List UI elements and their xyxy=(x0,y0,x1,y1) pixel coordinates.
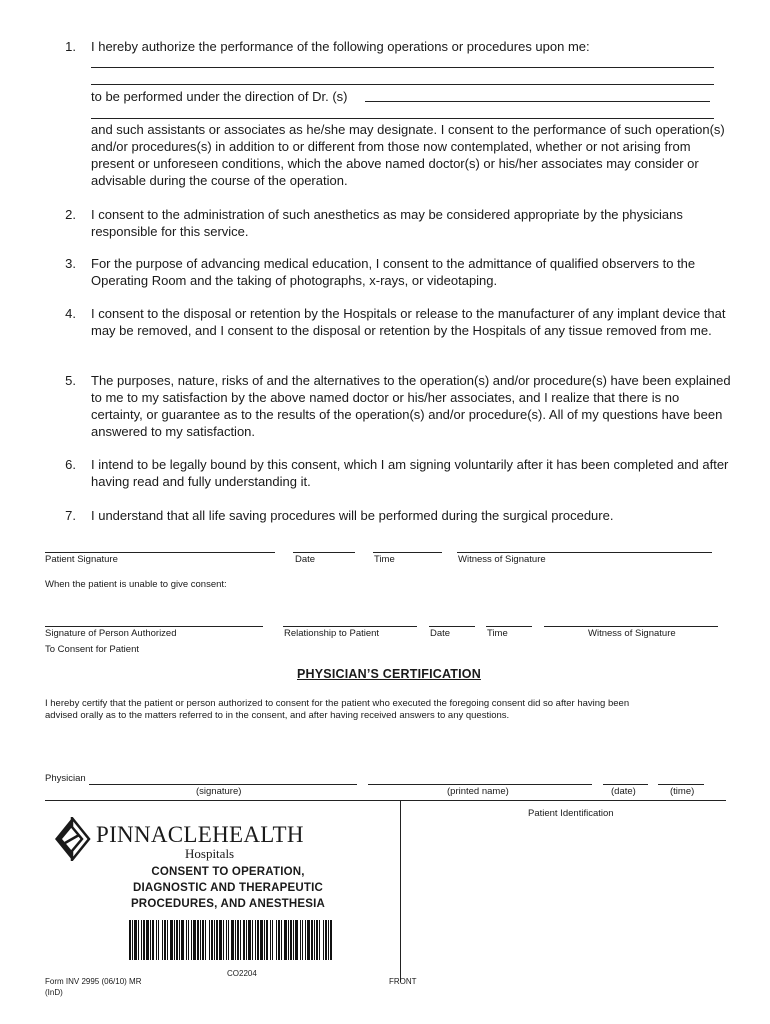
barcode-bar xyxy=(150,920,151,960)
barcode-bar xyxy=(181,920,184,960)
relationship-field[interactable] xyxy=(283,626,417,627)
barcode-bar xyxy=(278,920,280,960)
barcode-bar xyxy=(141,920,142,960)
barcode-bar xyxy=(235,920,236,960)
physician-certification-text: I hereby certify that the patient or person authorized to consent for the patient who executed the foregoing consent did so after having been advised orally as to the matters referred to in the consent, and after having received answers to any questions. xyxy=(45,698,630,721)
authorized-date-field[interactable] xyxy=(429,626,475,627)
footer-top-rule xyxy=(45,800,726,801)
item-text: I understand that all life saving procedures will be performed during the surgical procedure. xyxy=(91,508,614,523)
barcode-bar xyxy=(186,920,187,960)
barcode-bar xyxy=(307,920,310,960)
item-number: 5. xyxy=(65,373,76,388)
barcode-bar xyxy=(284,920,287,960)
item-text: For the purpose of advancing medical education, I consent to the admittance of qualified observers to the Operating Room and the taking of photographs, x-rays, or videotaping. xyxy=(91,256,696,288)
barcode-bar xyxy=(202,920,204,960)
barcode-bar xyxy=(290,920,292,960)
barcode-bar xyxy=(228,920,229,960)
barcode-bar xyxy=(260,920,263,960)
barcode-bar xyxy=(200,920,201,960)
physician-date-field[interactable] xyxy=(603,784,648,785)
barcode-bar xyxy=(205,920,206,960)
barcode-bar xyxy=(319,920,320,960)
item-number: 2. xyxy=(65,207,76,222)
barcode-bar xyxy=(132,920,133,960)
barcode-bar xyxy=(246,920,247,960)
barcode-bar xyxy=(143,920,145,960)
barcode-bar xyxy=(305,920,306,960)
physician-certification-heading: PHYSICIAN’S CERTIFICATION xyxy=(297,667,481,681)
procedure-line-3[interactable] xyxy=(91,118,714,119)
barcode-bar xyxy=(226,920,227,960)
barcode xyxy=(129,920,335,960)
barcode-bar xyxy=(255,920,256,960)
footer-divider xyxy=(400,800,401,982)
item1-continuation: and such assistants or associates as he/she may designate. I consent to the performance of such operation(s) and/or procedures(s) in addition to or different from those now contemplated, whether or not arising from present or unforeseen conditions, which the above named doctor(s) or his/her associates may consider or advisable during the course of the operation. xyxy=(91,122,725,188)
barcode-bar xyxy=(223,920,224,960)
item-text: I intend to be legally bound by this consent, which I am signing voluntarily after it has been completed and after having read and fully understanding it. xyxy=(91,457,729,489)
form-title-line: DIAGNOSTIC AND THERAPEUTIC xyxy=(132,882,324,894)
barcode-bar xyxy=(179,920,180,960)
barcode-bar xyxy=(300,920,301,960)
barcode-bar xyxy=(264,920,265,960)
barcode-bar xyxy=(174,920,175,960)
physician-time-field[interactable] xyxy=(658,784,704,785)
authorized-signature-label: Signature of Person Authorized xyxy=(45,628,177,639)
barcode-bar xyxy=(266,920,268,960)
barcode-bar xyxy=(146,920,149,960)
front-label: FRONT xyxy=(389,977,417,986)
item-number: 6. xyxy=(65,457,76,472)
barcode-bar xyxy=(270,920,271,960)
physician-signature-field[interactable] xyxy=(89,784,357,785)
witness-label: Witness of Signature xyxy=(458,554,546,565)
barcode-bar xyxy=(243,920,245,960)
barcode-bar xyxy=(158,920,159,960)
date-caption: (date) xyxy=(611,786,636,797)
barcode-bar xyxy=(314,920,315,960)
barcode-bar xyxy=(167,920,168,960)
barcode-bar xyxy=(134,920,137,960)
item-number: 3. xyxy=(65,256,76,271)
doctor-name-field[interactable] xyxy=(365,101,710,102)
barcode-bar xyxy=(240,920,241,960)
item-text: The purposes, nature, risks of and the alternatives to the operation(s) and/or procedure(s) have been explained to me to my satisfaction by the above named doctor or his/her associates, and I realize that there is no certainty, or guarantee as to the results of the operation(s) and/or procedure(s). All of my questions have been answered to my satisfaction. xyxy=(91,373,731,439)
barcode-bar xyxy=(193,920,196,960)
barcode-bar xyxy=(152,920,154,960)
witness-signature-field[interactable] xyxy=(457,552,712,553)
patient-signature-field[interactable] xyxy=(45,552,275,553)
item-number: 1. xyxy=(65,39,76,54)
barcode-bar xyxy=(323,920,324,960)
time-caption: (time) xyxy=(670,786,695,797)
barcode-bar xyxy=(209,920,210,960)
physician-printed-name-field[interactable] xyxy=(368,784,592,785)
barcode-bar xyxy=(219,920,222,960)
item-number: 7. xyxy=(65,508,76,523)
form-title-line: CONSENT TO OPERATION, xyxy=(151,866,305,878)
barcode-bar xyxy=(211,920,213,960)
printed-name-caption: (printed name) xyxy=(447,786,509,797)
barcode-bar xyxy=(237,920,239,960)
authorized-time-field[interactable] xyxy=(486,626,532,627)
authorized-time-label: Time xyxy=(487,628,508,639)
barcode-bar xyxy=(138,920,139,960)
barcode-bar xyxy=(328,920,329,960)
barcode-bar xyxy=(216,920,218,960)
barcode-bar xyxy=(164,920,166,960)
barcode-bar xyxy=(316,920,318,960)
hospital-logo-sub: Hospitals xyxy=(185,846,235,861)
barcode-bar xyxy=(272,920,273,960)
barcode-bar xyxy=(325,920,327,960)
barcode-bar xyxy=(191,920,192,960)
barcode-bar xyxy=(170,920,173,960)
physician-label: Physician xyxy=(45,773,86,784)
barcode-bar xyxy=(276,920,277,960)
form-title xyxy=(118,864,338,912)
barcode-bar xyxy=(197,920,199,960)
barcode-bar xyxy=(252,920,253,960)
patient-identification-label: Patient Identification xyxy=(528,808,614,819)
authorized-signature-label-2: To Consent for Patient xyxy=(45,644,139,655)
barcode-bar xyxy=(248,920,251,960)
barcode-number: CO2204 xyxy=(227,969,257,978)
patient-date-field[interactable] xyxy=(293,552,355,553)
procedure-line-2[interactable] xyxy=(91,84,714,85)
item-text: I consent to the disposal or retention by the Hospitals or release to the manufacturer of any implant device that may be removed, and I consent to the disposal or retention by the Hospitals of any tissue removed from me. xyxy=(91,306,726,338)
barcode-bar xyxy=(176,920,178,960)
form-suffix: (InD) xyxy=(45,988,63,997)
barcode-bar xyxy=(156,920,157,960)
authorized-signature-field[interactable] xyxy=(45,626,263,627)
authorized-date-label: Date xyxy=(430,628,451,639)
pinnacle-logo-icon xyxy=(52,817,92,861)
barcode-bar xyxy=(295,920,298,960)
patient-signature-label: Patient Signature xyxy=(45,554,118,565)
doctor-direction-text: to be performed under the direction of Dr. (s) xyxy=(91,89,348,104)
patient-time-field[interactable] xyxy=(373,552,442,553)
form-title-line: PROCEDURES, AND ANESTHESIA xyxy=(130,898,326,910)
barcode-bar xyxy=(257,920,259,960)
authorized-witness-label: Witness of Signature xyxy=(588,628,676,639)
signature-caption: (signature) xyxy=(196,786,242,797)
barcode-bar xyxy=(330,920,332,960)
barcode-bar xyxy=(281,920,282,960)
barcode-bar xyxy=(188,920,189,960)
barcode-bar xyxy=(311,920,313,960)
item-text: I hereby authorize the performance of the following operations or procedures upon me: xyxy=(91,39,590,54)
barcode-bar xyxy=(231,920,234,960)
item-text: I consent to the administration of such anesthetics as may be considered appropriate by the physicians responsible for this service. xyxy=(91,207,683,239)
hospital-logo-name: PINNACLEHEALTH xyxy=(96,822,304,847)
barcode-bar xyxy=(293,920,294,960)
procedure-line-1[interactable] xyxy=(91,67,714,68)
barcode-bar xyxy=(214,920,215,960)
barcode-bar xyxy=(162,920,163,960)
date-label: Date xyxy=(295,554,316,565)
authorized-witness-field[interactable] xyxy=(544,626,718,627)
relationship-label: Relationship to Patient xyxy=(284,628,380,639)
patient-identification-area[interactable] xyxy=(402,822,726,980)
unable-to-consent-note: When the patient is unable to give consent: xyxy=(45,579,227,590)
time-label: Time xyxy=(374,554,395,565)
barcode-bar xyxy=(302,920,303,960)
barcode-bar xyxy=(129,920,131,960)
item-number: 4. xyxy=(65,306,76,321)
barcode-bar xyxy=(288,920,289,960)
form-number: Form INV 2995 (06/10) MR xyxy=(45,977,142,986)
